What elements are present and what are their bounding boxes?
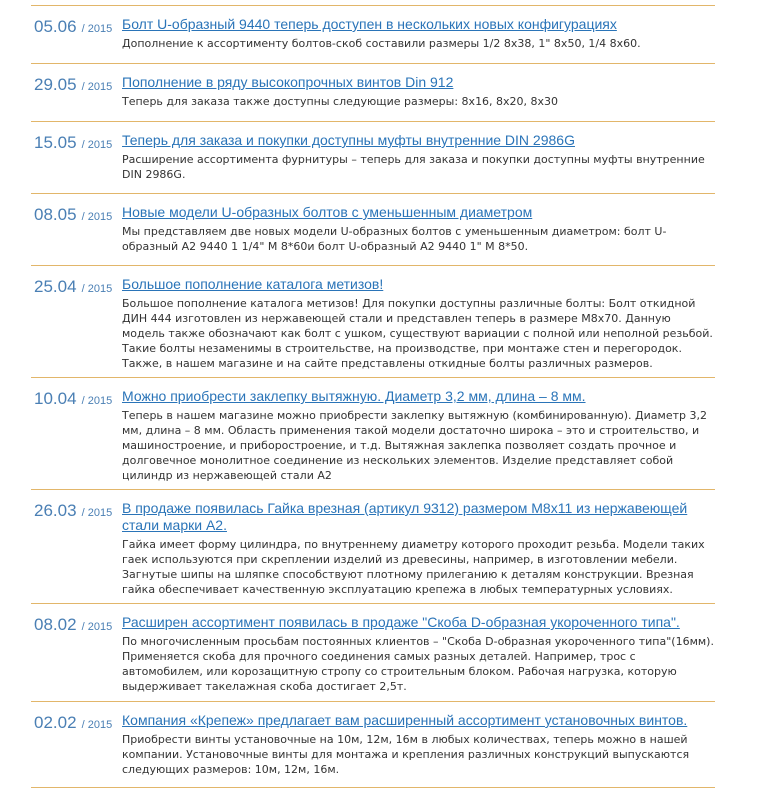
- news-date: [34, 205, 112, 225]
- news-item: [31, 702, 715, 788]
- news-title-link[interactable]: Компания «Крепеж» предлагает вам расширенный ассортимент установочных винтов.: [122, 712, 688, 728]
- news-date-day: 26.03: [34, 501, 77, 520]
- news-item: [31, 122, 715, 194]
- news-date-year-value: 2015: [87, 283, 113, 295]
- news-date: [34, 17, 112, 37]
- news-date-year-value: 2015: [87, 81, 113, 93]
- news-item: [31, 64, 715, 122]
- news-text: Приобрести винты установочные на 10м, 12м, 16м в любых количествах, теперь можно в нашей компании. Установочные винты для монтажа и крепления различных конструкций выпускаются следующих размеров: 10м, 12м, 16м.: [122, 733, 690, 776]
- news-item: [31, 378, 715, 490]
- news-date-year-value: 2015: [87, 719, 113, 731]
- news-title-link[interactable]: Новые модели U-образных болтов с уменьшенным диаметром: [122, 204, 533, 220]
- news-item: [31, 194, 715, 266]
- news-body: [122, 204, 714, 254]
- news-date: [34, 75, 112, 95]
- news-date: [34, 389, 112, 409]
- news-date-year: / 2015: [81, 81, 113, 93]
- news-title-link[interactable]: Пополнение в ряду высокопрочных винтов Din 912: [122, 74, 454, 90]
- news-title-link[interactable]: Можно приобрести заклепку вытяжную. Диаметр 3,2 мм, длина – 8 мм.: [122, 388, 586, 404]
- news-date-year-value: 2015: [87, 621, 113, 633]
- news-date: [34, 133, 112, 153]
- news-date-year-value: 2015: [87, 139, 113, 151]
- news-item: [31, 266, 715, 378]
- news-item: [31, 604, 715, 702]
- news-date: [34, 501, 112, 521]
- news-text: Теперь в нашем магазине можно приобрести заклепку вытяжную (комбинированную). Диаметр 3,2 мм, длина – 8 мм. Область применения такой модели достаточно широка – это и строительство, и машиностроение, и приборостроение, и т.д. Вытяжная заклепка позволяет создать прочное и долговечное монолитное соединение из нескольких элементов. Изделие представляет собой цилиндр из нержавеющей стали А2: [122, 409, 707, 482]
- news-text: Расширение ассортимента фурнитуры – теперь для заказа и покупки доступны муфты внутренние DIN 2986G.: [122, 153, 705, 181]
- news-list: [31, 5, 715, 788]
- news-title-link[interactable]: Большое пополнение каталога метизов!: [122, 276, 384, 292]
- news-date-day: 08.05: [34, 205, 77, 224]
- news-date-year-value: 2015: [87, 507, 113, 519]
- news-date-year: / 2015: [81, 621, 113, 633]
- news-date-year: / 2015: [81, 23, 113, 35]
- news-date-year: / 2015: [81, 395, 113, 407]
- news-body: [122, 132, 714, 182]
- news-text: Теперь для заказа также доступны следующие размеры: 8х16, 8х20, 8х30: [122, 95, 559, 108]
- news-date-year-value: 2015: [87, 23, 113, 35]
- news-body: [122, 614, 714, 694]
- news-item: [31, 490, 715, 604]
- news-date-day: 15.05: [34, 133, 77, 152]
- news-body: [122, 16, 714, 51]
- news-text: Гайка имеет форму цилиндра, по внутреннему диаметру которого проходит резьба. Модели таких гаек используются при скреплении изделий из древесины, например, в изготовлении мебели. Загнутые шипы на шляпке способствуют плотному прилеганию к деталям конструкции. Врезная гайка обеспечивает качественную эксплуатацию крепежа в любых температурных условиях.: [122, 538, 705, 596]
- news-date-day: 10.04: [34, 389, 77, 408]
- news-body: [122, 74, 714, 109]
- news-date-year: / 2015: [81, 211, 113, 223]
- news-date-year: / 2015: [81, 139, 113, 151]
- news-text: Дополнение к ассортименту болтов-скоб составили размеры 1/2 8х38, 1" 8х50, 1/4 8х60.: [122, 37, 641, 50]
- news-title-link[interactable]: Теперь для заказа и покупки доступны муфты внутренние DIN 2986G: [122, 132, 575, 148]
- news-body: [122, 500, 714, 597]
- news-body: [122, 276, 714, 371]
- news-text: Большое пополнение каталога метизов! Для покупки доступны различные болты: Болт откидной ДИН 444 изготовлен из нержавеющей стали и представлен теперь в размере М8х70. Данную модель также обозначают как болт с ушком, существуют вариации с полной или неполной резьбой. Такие болты незаменимы в строительстве, на производстве, при монтаже стен и перегородок. Также, в нашем магазине и на сайте представлены откидные болты различных размеров.: [122, 297, 713, 370]
- news-date: [34, 277, 112, 297]
- news-text: Мы представляем две новых модели U-образных болтов с уменьшенным диаметром: болт U-образный А2 9440 1 1/4" М 8*60и болт U-образный А2 9440 1" М 8*50.: [122, 225, 667, 253]
- news-date-day: 08.02: [34, 615, 77, 634]
- news-text: По многочисленным просьбам постоянных клиентов – "Скоба D-образная укороченного типа"(16мм). Применяется скоба для прочного соединения самых разных деталей. Например, трос с автомобилем, или корозащитную стропу со строительным блоком. Рабочая нагрузка, которую выдерживает такелажная скоба достигает 2,5т.: [122, 635, 714, 693]
- news-date-year: / 2015: [81, 719, 113, 731]
- news-date-year-value: 2015: [87, 395, 113, 407]
- news-title-link[interactable]: Расширен ассортимент появилась в продаже "Скоба D-образная укороченного типа".: [122, 614, 680, 630]
- news-date: [34, 615, 112, 635]
- news-item: [31, 6, 715, 64]
- news-date-year: / 2015: [81, 507, 113, 519]
- news-date-day: 29.05: [34, 75, 77, 94]
- news-date-day: 25.04: [34, 277, 77, 296]
- news-date-day: 02.02: [34, 713, 77, 732]
- news-date: [34, 713, 112, 733]
- news-body: [122, 388, 714, 483]
- news-date-day: 05.06: [34, 17, 77, 36]
- news-title-link[interactable]: В продаже появилась Гайка врезная (артикул 9312) размером М8х11 из нержавеющей стали марки А2.: [122, 500, 688, 533]
- news-date-year-value: 2015: [87, 211, 113, 223]
- news-title-link[interactable]: Болт U-образный 9440 теперь доступен в нескольких новых конфигурациях: [122, 16, 617, 32]
- news-body: [122, 712, 714, 777]
- news-date-year: / 2015: [81, 283, 113, 295]
